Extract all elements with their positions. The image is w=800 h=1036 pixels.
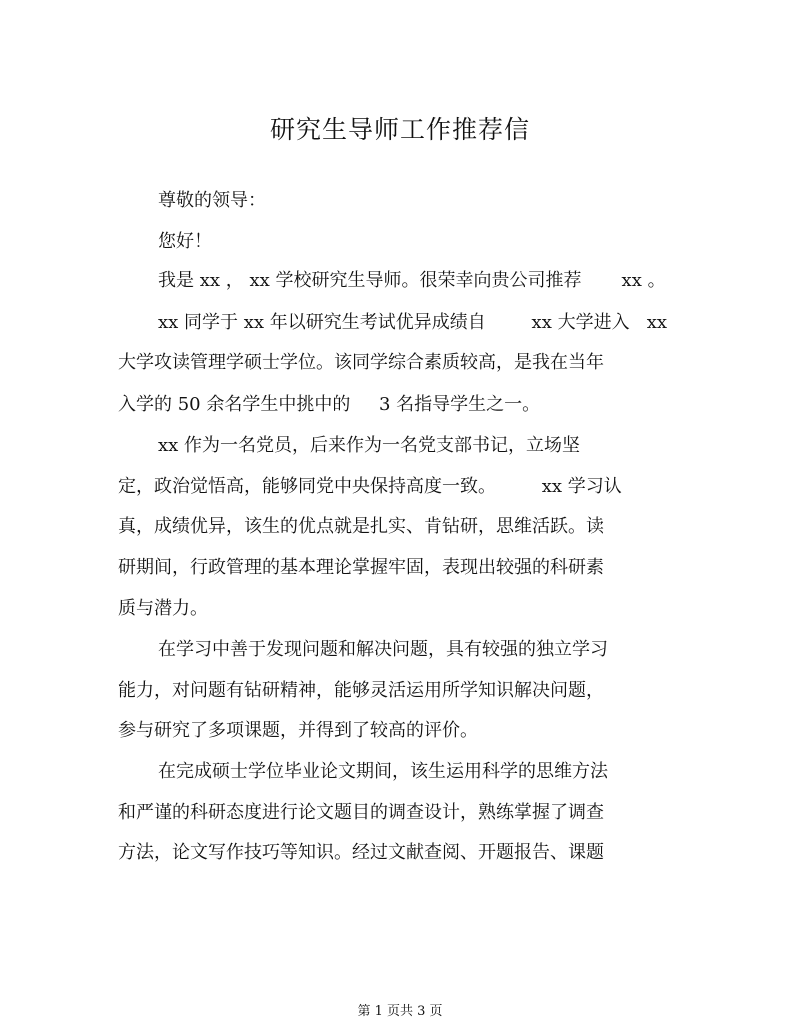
body-line-4: 入学的 50 余名学生中挑中的 3 名指导学生之一。	[118, 394, 541, 415]
body-line-12: 参与研究了多项课题，并得到了较高的评价。	[118, 720, 478, 741]
body-line-11: 能力，对问题有钻研精神，能够灵活运用所学知识解决问题，	[118, 680, 604, 701]
body-line-3: 大学攻读管理学硕士学位。该同学综合素质较高，是我在当年	[118, 352, 604, 373]
body-line-8: 研期间，行政管理的基本理论掌握牢固，表现出较强的科研素	[118, 557, 604, 578]
body-line-9: 质与潜力。	[118, 598, 208, 619]
body-line-15: 方法，论文写作技巧等知识。经过文献查阅、开题报告、课题	[118, 842, 604, 863]
salutation: 尊敬的领导：	[158, 190, 266, 211]
document-title: 研究生导师工作推荐信	[269, 115, 530, 144]
page-number: 第 1 页共 3 页	[357, 1004, 443, 1019]
body-line-10: 在学习中善于发现问题和解决问题，具有较强的独立学习	[158, 639, 608, 660]
body-line-7: 真，成绩优异，该生的优点就是扎实、肯钻研，思维活跃。读	[118, 516, 604, 537]
body-line-1: 我是 xx ， xx 学校研究生导师。很荣幸向贵公司推荐 xx 。	[158, 270, 666, 291]
body-line-2: xx 同学于 xx 年以研究生考试优异成绩自 xx 大学进入 xx	[158, 312, 668, 333]
body-line-5: xx 作为一名党员，后来作为一名党支部书记，立场坚	[158, 435, 581, 456]
body-line-13: 在完成硕士学位毕业论文期间，该生运用科学的思维方法	[158, 761, 608, 782]
body-line-14: 和严谨的科研态度进行论文题目的调查设计，熟练掌握了调查	[118, 802, 604, 823]
greeting: 您好！	[158, 231, 212, 252]
body-line-6: 定，政治觉悟高，能够同党中央保持高度一致。 xx 学习认	[118, 476, 622, 497]
